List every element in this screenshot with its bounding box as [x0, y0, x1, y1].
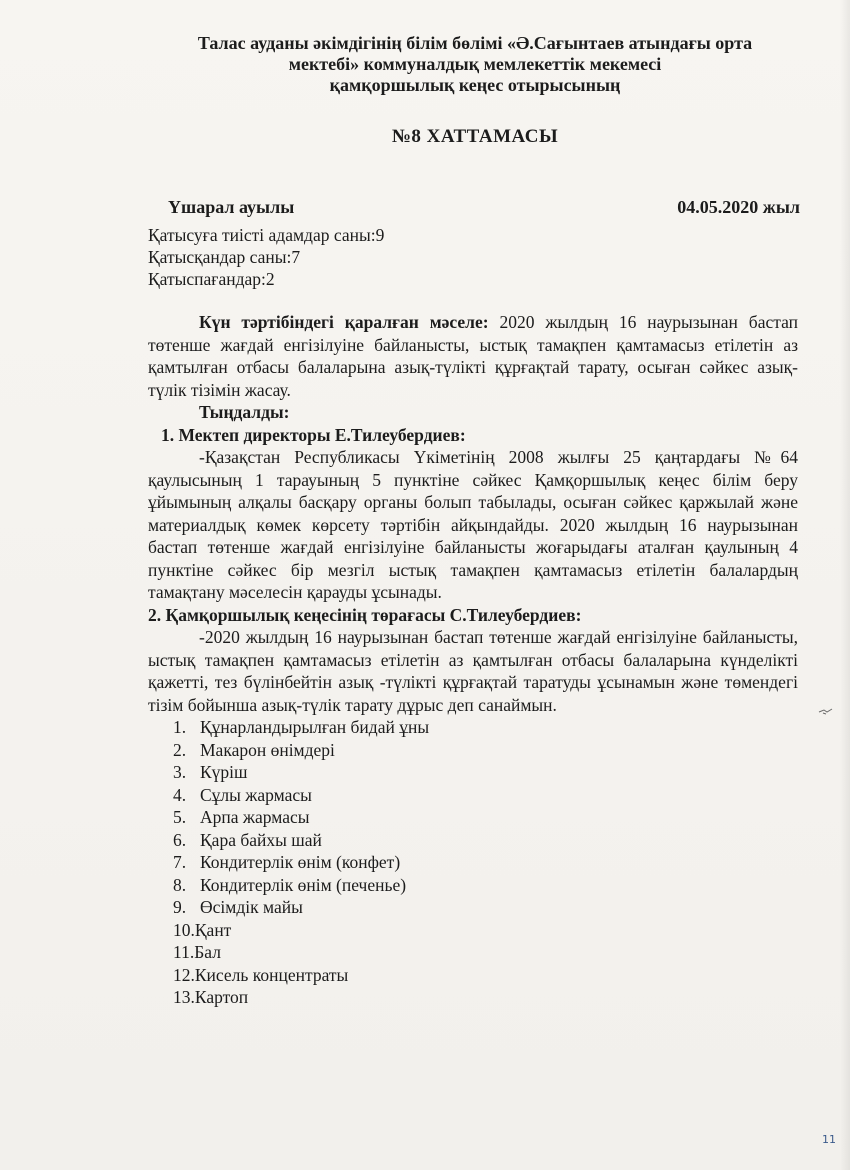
header-line-3: қамқоршылық кеңес отырысының [329, 75, 621, 95]
list-item-label: Картоп [194, 987, 249, 1007]
list-item-number: 4. [173, 784, 187, 805]
list-item-label: Кондитерлік өнім (печенье) [200, 874, 407, 895]
header-line-2: мектебі» коммуналдық мемлекеттік мекемесі [288, 54, 662, 74]
list-item [173, 986, 798, 1009]
list-item-number: 12. [173, 964, 195, 985]
list-item-number: 13. [173, 987, 195, 1007]
food-items-list [148, 716, 798, 1009]
agenda-lead: Күн тәртібіндегі қаралған мәселе: [199, 312, 489, 332]
list-item-label: Арпа жармасы [200, 807, 310, 827]
list-item-label: Құнарландырылған бидай ұны [200, 717, 430, 737]
list-item-label: Кондитерлік өнім (конфет) [200, 852, 401, 872]
list-item-number: 6. [173, 829, 187, 850]
list-item-label: Бал [194, 942, 221, 962]
list-item-label: Қара байхы шай [200, 829, 322, 850]
list-item [173, 716, 798, 739]
list-item-label: Өсімдік майы [200, 897, 303, 917]
list-item [173, 784, 798, 807]
list-item-number: 10. [173, 919, 195, 940]
list-item-number: 7. [173, 852, 187, 872]
list-item-number: 9. [173, 897, 187, 917]
list-item-label: Макарон өнімдері [200, 739, 335, 760]
attendance-should-attend: Қатысуға тиісті адамдар саны:9 [148, 225, 385, 245]
list-item-number: 11. [173, 942, 195, 962]
page-number-mark: 11 [822, 1133, 836, 1146]
list-item [173, 964, 798, 987]
list-item [173, 851, 798, 874]
list-item-number: 8. [173, 874, 187, 895]
list-item-number: 3. [173, 762, 187, 782]
list-item-number: 5. [173, 807, 187, 827]
speaker-2-title: 2. Қамқоршылық кеңесінің төрағасы С.Тилеубердиев: [148, 604, 582, 625]
speaker-1-text: -Қазақстан Республикасы Үкіметінің 2008 жылғы 25 қаңтардағы №64 қаулысының 1 тарауының 5 пунктіне сәйкес Қамқоршылық кеңес білім беру ұйымының алқалы басқару органы болып табылады, осыған сәйкес қаржылай және материалдық көмек көрсету тәртібін айқындайды. 2020 жылдың 16 наурызынан бастап төтенше жағдай енгізілуіне байланысты жоғарыдағы аталған қаулының 4 пунктіне сәйкес бір мезгіл ыстық тамақпен қамтамасыз етілетін балалардың тамақтану мәселесін қарауды ұсынады. [148, 447, 798, 602]
agenda-paragraph [148, 311, 798, 401]
list-item [173, 806, 798, 829]
attendance-absent: Қатыспағандар:2 [148, 269, 275, 289]
ink-speck-mark [818, 706, 834, 716]
list-item-number: 2. [173, 739, 187, 760]
attendance-block [148, 224, 384, 290]
list-item [173, 896, 798, 919]
list-item [173, 874, 798, 897]
speaker-1-title: 1. Мектеп директоры Е.Тилеубердиев: [161, 424, 466, 445]
list-item-label: Кисель концентраты [194, 964, 349, 985]
list-item-label: Қант [194, 919, 232, 940]
header-line-1: Талас ауданы әкімдігінің білім бөлімі «Ә.Сағынтаев атындағы орта [197, 33, 753, 53]
list-item-label: Сұлы жармасы [200, 784, 312, 805]
list-item [173, 829, 798, 852]
protocol-title: №8 ХАТТАМАСЫ [391, 126, 559, 147]
place-name: Үшарал ауылы [168, 197, 295, 217]
heard-label: Тыңдалды: [199, 402, 290, 422]
list-item [173, 761, 798, 784]
list-item [173, 941, 798, 964]
document-body [148, 311, 798, 1009]
page-edge-shadow [840, 0, 850, 1170]
list-item-label: Күріш [200, 762, 248, 782]
agenda-text: 2020 жылдың 16 наурызынан бастап төтенше жағдай енгізілуіне байланысты, ыстық тамақпен қамтамасыз етілетін аз қамтылған отбасы балаларына азық-түлікті құрғақтай тарату, осыған сәйкес азық-түлік тізімін жасау. [148, 312, 798, 400]
meeting-date: 04.05.2020 жыл [677, 197, 800, 217]
attendance-attended: Қатысқандар саны:7 [148, 247, 301, 267]
list-item [173, 919, 798, 942]
speaker-2-text: -2020 жылдың 16 наурызынан бастап төтенше жағдай енгізілуіне байланысты, ыстық тамақпен қамтамасыз етілетін аз қамтылған отбасы балаларына күнделікті қажетті, тез бүлінбейтін азық -түлікті құрғақтай таратуды ұсынамын және төмендегі тізім бойынша азық-түлік тарату дұрыс деп санаймын. [148, 627, 798, 715]
document-header [120, 33, 830, 96]
list-item [173, 739, 798, 762]
list-item-number: 1. [173, 717, 187, 737]
